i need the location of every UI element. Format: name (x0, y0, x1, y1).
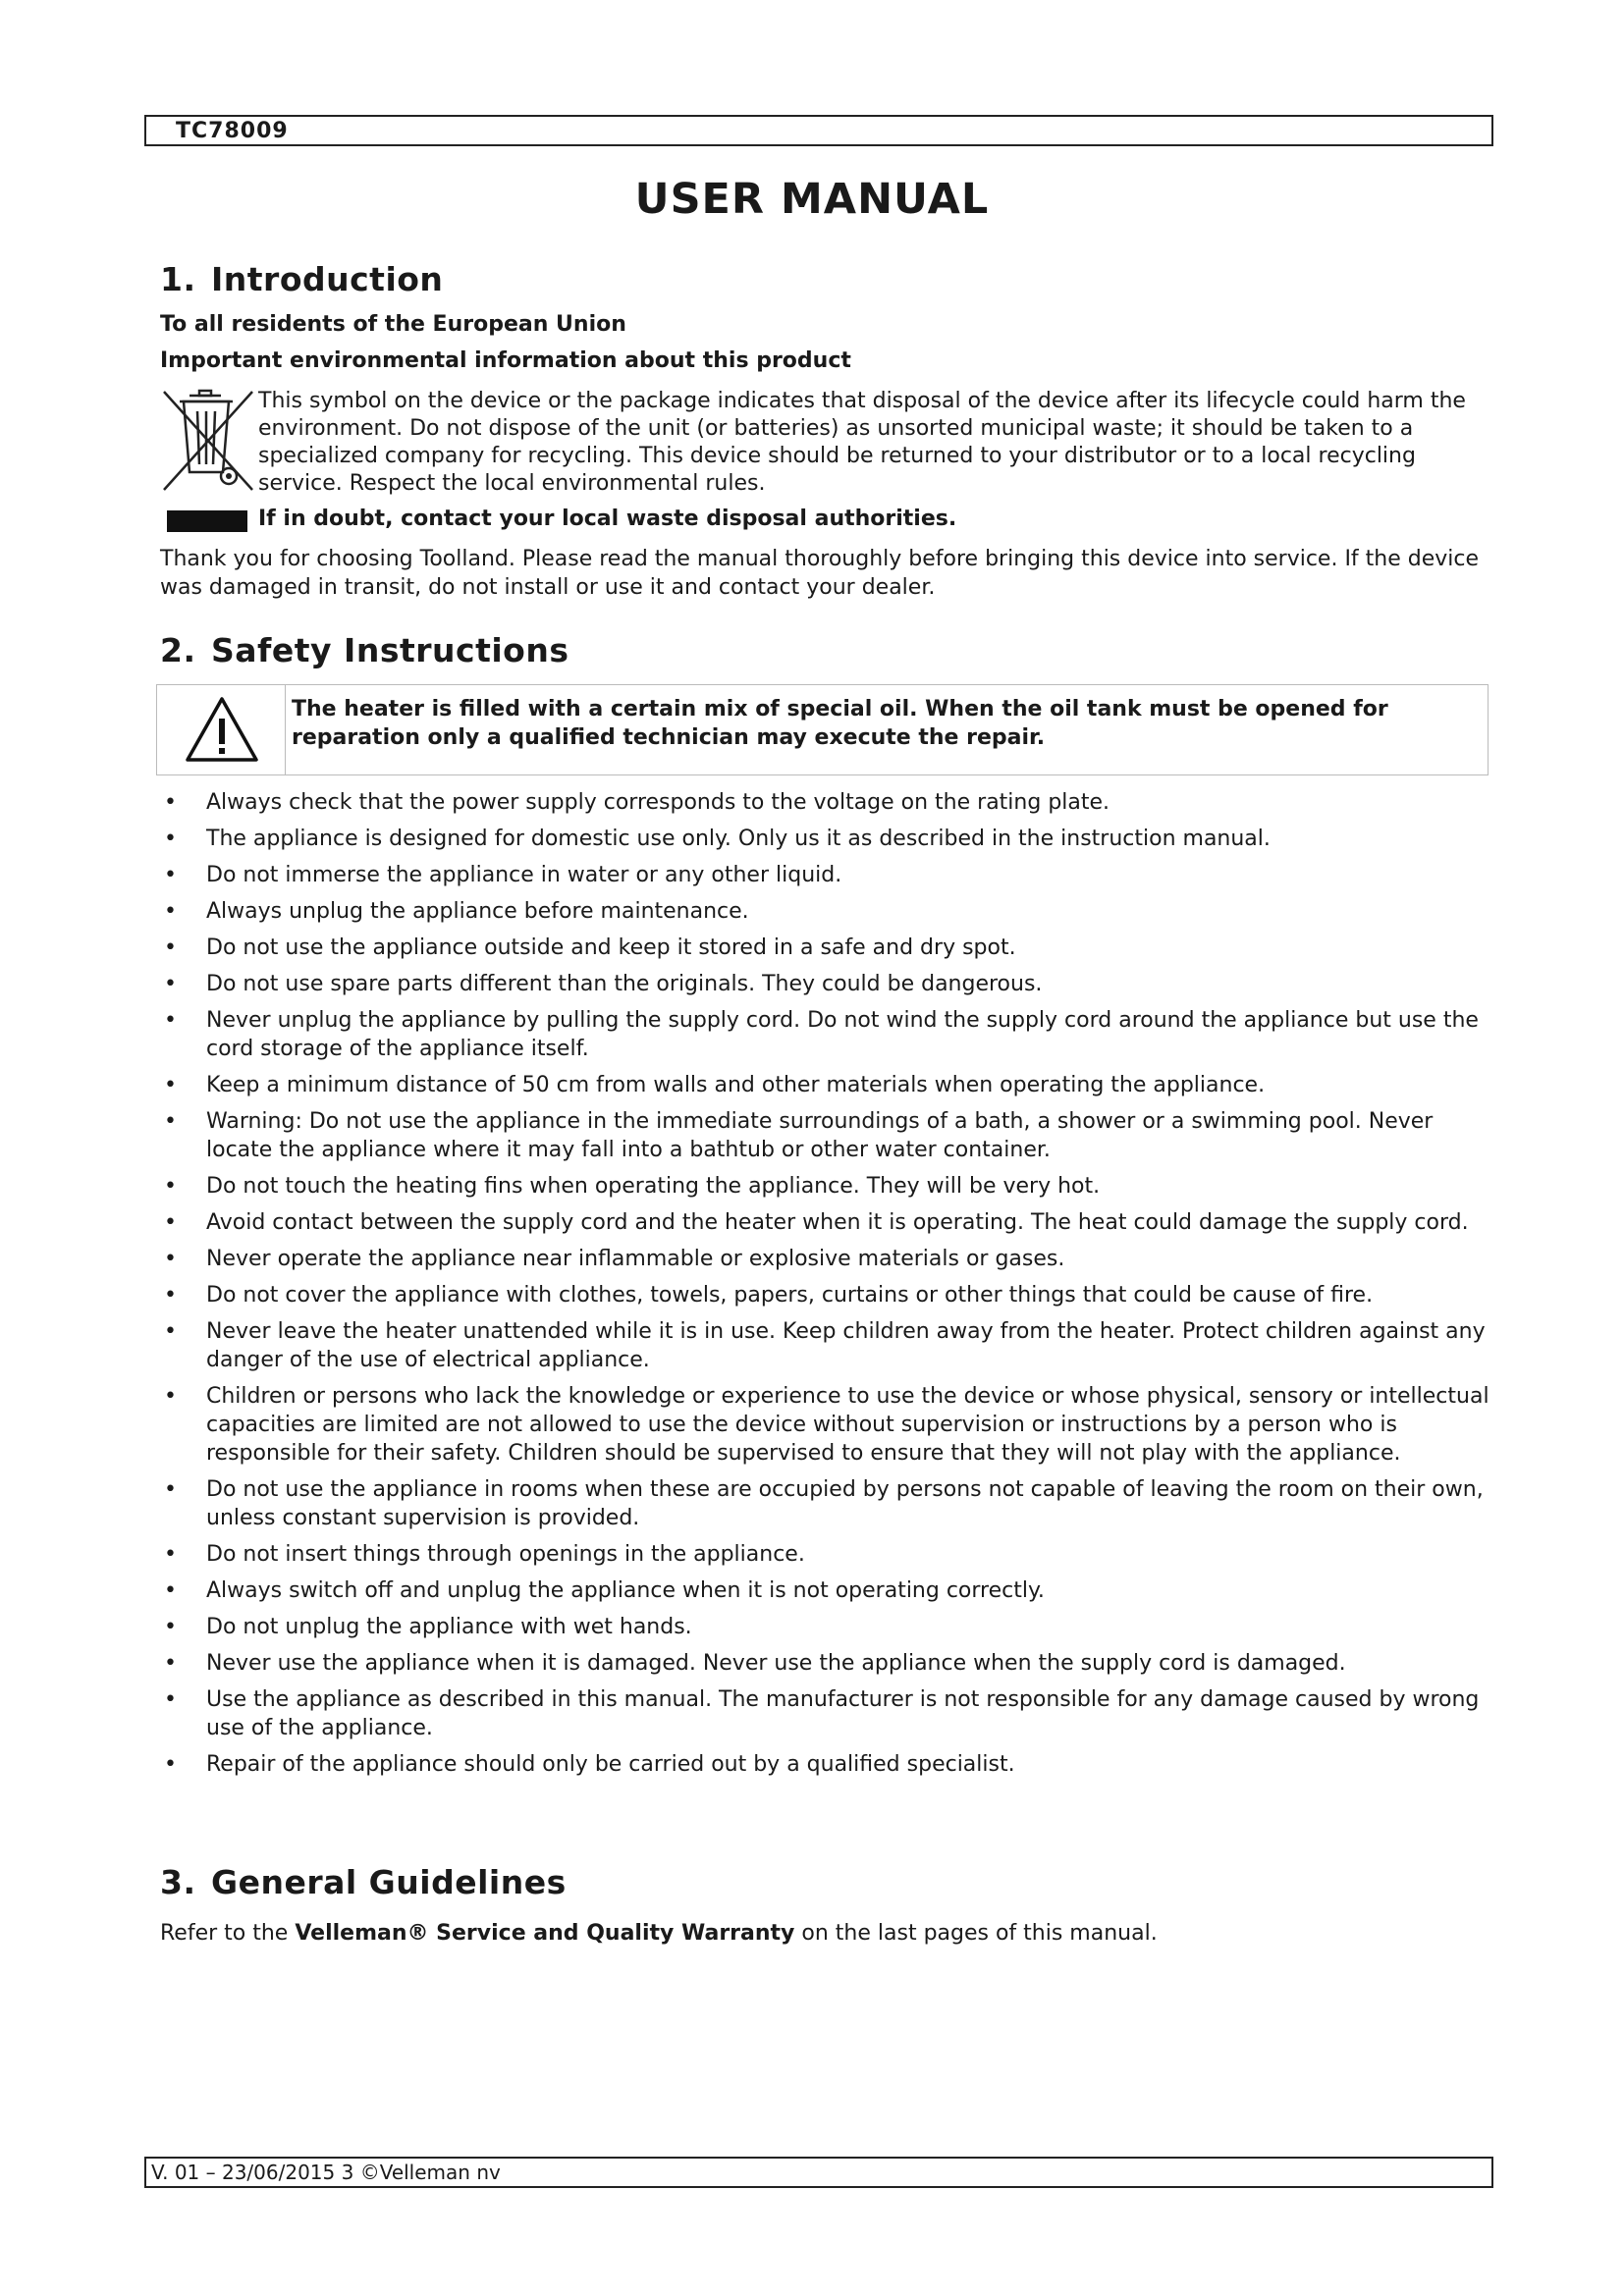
section-title: Introduction (211, 260, 444, 298)
section-title: Safety Instructions (211, 631, 569, 669)
disposal-black-bar (167, 510, 247, 532)
warranty-reference: Velleman® Service and Quality Warranty (295, 1921, 795, 1946)
safety-instructions-list (160, 788, 1505, 1787)
safety-instruction-item: • Do not unplug the appliance with wet hands. (160, 1613, 1505, 1641)
section-number: 1. (160, 260, 196, 298)
oil-warning-text: The heater is filled with a certain mix of special oil. When the oil tank must be opened for reparation only a qualified technician may execute the repair. (292, 697, 1388, 750)
safety-instruction-item: • Do not use the appliance in rooms when these are occupied by persons not capable of leaving the room on their own, unless constant supervision is provided. (160, 1475, 1505, 1532)
safety-instruction-item: • Children or persons who lack the knowledge or experience to use the device or whose physical, sensory or intellectual capacities are limited are not allowed to use the device without supervision or instructions by a person who is responsible for their safety. Children should be supervised to ensure that they will not play with the appliance. (160, 1382, 1505, 1468)
guidelines-text-before: Refer to the (160, 1921, 296, 1946)
env-info-heading: Important environmental information about this product (160, 348, 851, 373)
safety-instruction-item: • Do not immerse the appliance in water or any other liquid. (160, 861, 1505, 889)
safety-instruction-item: • Warning: Do not use the appliance in the immediate surroundings of a bath, a shower or a swimming pool. Never locate the appliance where it may fall into a bathtub or other water container. (160, 1107, 1505, 1164)
warning-divider (285, 685, 286, 774)
crossed-out-wheelie-bin-icon (160, 388, 255, 496)
safety-instruction-item: • Always switch off and unplug the appliance when it is not operating correctly. (160, 1576, 1505, 1605)
thank-you-paragraph: Thank you for choosing Toolland. Please read the manual thoroughly before bringing this device into service. If the device was damaged in transit, do not install or use it and contact your dealer. (160, 547, 1480, 600)
safety-instruction-item: • Never leave the heater unattended while it is in use. Keep children away from the heater. Protect children against any danger of the use of electrical appliance. (160, 1317, 1505, 1374)
safety-instruction-item: • Do not cover the appliance with clothes, towels, papers, curtains or other things that could be cause of fire. (160, 1281, 1505, 1309)
safety-instruction-item: • Avoid contact between the supply cord and the heater when it is operating. The heat could damage the supply cord. (160, 1208, 1505, 1237)
section-intro-heading (160, 260, 443, 298)
safety-instruction-item: • Never unplug the appliance by pulling the supply cord. Do not wind the supply cord around the appliance but use the cord storage of the appliance itself. (160, 1006, 1505, 1063)
eu-residents-heading: To all residents of the European Union (160, 312, 626, 337)
warning-triangle-icon (185, 695, 259, 764)
safety-instruction-item: • Always unplug the appliance before maintenance. (160, 897, 1505, 926)
safety-instruction-item: • Do not use spare parts different than the originals. They could be dangerous. (160, 970, 1505, 998)
weee-disposal-text: This symbol on the device or the package indicates that disposal of the device after its lifecycle could harm the environment. Do not dispose of the unit (or batteries) as unsorted municipal waste; it should be taken to a specialized company for recycling. This device should be returned to your distributor or to a local recycling service. Respect the local environmental rules. (258, 389, 1466, 496)
safety-instruction-item: • Use the appliance as described in this manual. The manufacturer is not responsible for any damage caused by wrong use of the appliance. (160, 1685, 1505, 1742)
section-number: 3. (160, 1863, 196, 1901)
safety-instruction-item: • The appliance is designed for domestic use only. Only us it as described in the instruction manual. (160, 825, 1505, 853)
safety-instruction-item: • Do not touch the heating fins when operating the appliance. They will be very hot. (160, 1172, 1505, 1201)
safety-instruction-item: • Never operate the appliance near inflammable or explosive materials or gases. (160, 1245, 1505, 1273)
footer-version-text: V. 01 – 23/06/2015 3 ©Velleman nv (151, 2161, 501, 2184)
section-guidelines-heading (160, 1863, 567, 1901)
guidelines-text-after: on the last pages of this manual. (794, 1921, 1158, 1946)
footer-box (144, 2157, 1493, 2188)
safety-instruction-item: • Never use the appliance when it is damaged. Never use the appliance when the supply cord is damaged. (160, 1649, 1505, 1678)
doubt-contact-text: If in doubt, contact your local waste disposal authorities. (258, 507, 957, 531)
safety-instruction-item: • Repair of the appliance should only be carried out by a qualified specialist. (160, 1750, 1505, 1779)
safety-instruction-item: • Keep a minimum distance of 50 cm from walls and other materials when operating the appliance. (160, 1071, 1505, 1099)
safety-instruction-item: • Always check that the power supply corresponds to the voltage on the rating plate. (160, 788, 1505, 817)
section-safety-heading (160, 631, 568, 669)
guidelines-paragraph (160, 1919, 1505, 1948)
oil-warning-box (156, 684, 1489, 775)
page-title: USER MANUAL (634, 175, 990, 224)
header-box (144, 115, 1493, 146)
section-title: General Guidelines (211, 1863, 567, 1901)
safety-instruction-item: • Do not use the appliance outside and keep it stored in a safe and dry spot. (160, 934, 1505, 962)
section-number: 2. (160, 631, 196, 669)
model-number: TC78009 (176, 119, 289, 143)
safety-instruction-item: • Do not insert things through openings in the appliance. (160, 1540, 1505, 1569)
